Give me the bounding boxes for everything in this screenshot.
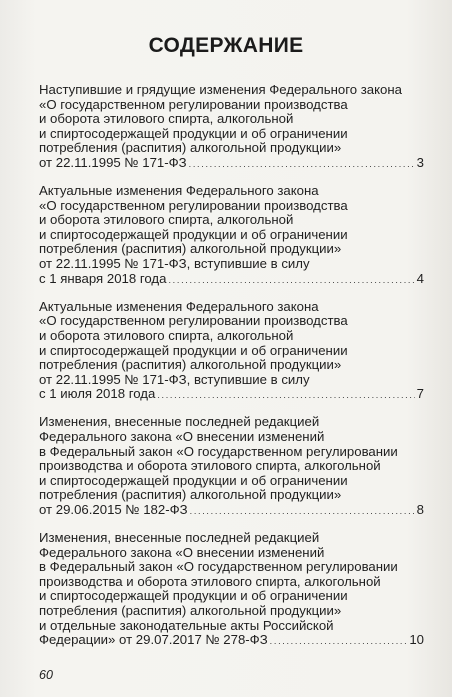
toc-entry[interactable] [39,83,424,171]
toc-page-number: 8 [416,501,424,517]
toc-entry-line: и оборота этилового спирта, алкогольной [39,327,294,343]
toc-entry-line: в Федеральный закон «О государственном регулировании [39,559,398,575]
toc-entry-line: и оборота этилового спирта, алкогольной [39,111,294,127]
dot-leader [190,503,415,518]
page-number: 60 [39,668,53,682]
toc-entry-line: от 29.06.2015 № 182-ФЗ [39,501,188,517]
toc-entry[interactable] [39,300,424,402]
dot-leader [270,633,408,648]
toc-entry-line: с 1 января 2018 года [39,270,167,286]
toc-entry-line: «О государственном регулировании производства [39,313,348,329]
toc-entry-last-line [39,387,424,402]
toc-entry-line: и отдельные законодательные акты Российской [39,617,334,633]
toc-entry-line: Изменения, внесенные последней редакцией [39,530,320,546]
toc-entry-line: «О государственном регулировании производства [39,96,348,112]
toc-entry-line: и спиртосодержащей продукции и об ограничении [39,588,348,604]
toc-page-number: 3 [416,154,424,170]
toc-entry-line: от 22.11.1995 № 171-ФЗ [39,154,187,170]
toc-entry-line: и спиртосодержащей продукции и об ограничении [39,125,348,141]
toc-entry-line: Федерального закона «О внесении изменений [39,544,325,560]
toc-entry[interactable] [39,531,424,648]
dot-leader [157,387,414,402]
toc-entry[interactable] [39,415,424,517]
toc-entry-line: Наступившие и грядущие изменения Федерального закона [39,82,402,97]
toc-entry-line: Федерации» от 29.07.2017 № 278-ФЗ [39,632,268,648]
toc-entry-line: потребления (распития) алкогольной продукции» [39,357,342,373]
toc-entry-line: производства и оборота этилового спирта, алкогольной [39,458,381,474]
toc-entry[interactable] [39,184,424,286]
toc-entry-line: и оборота этилового спирта, алкогольной [39,212,294,228]
page-title: СОДЕРЖАНИЕ [148,34,304,57]
toc-page-number: 7 [416,386,424,402]
toc-entry-line: и спиртосодержащей продукции и об ограничении [39,342,348,358]
toc-entry-line: потребления (распития) алкогольной продукции» [39,140,342,156]
toc-entry-line: в Федеральный закон «О государственном регулировании [39,443,398,459]
toc-entry-last-line [39,503,424,518]
toc-entry-line: производства и оборота этилового спирта, алкогольной [39,573,381,589]
dot-leader [168,272,414,287]
toc-page-number: 4 [416,270,424,286]
toc-entry-line: с 1 июля 2018 года [39,386,156,402]
toc-entry-line: и спиртосодержащей продукции и об ограничении [39,472,348,488]
toc-entry-last-line [39,272,424,287]
toc-entry-line: от 22.11.1995 № 171-ФЗ, вступившие в силу [39,371,310,387]
toc-entry-line: потребления (распития) алкогольной продукции» [39,603,342,618]
toc-entry-line: от 22.11.1995 № 171-ФЗ, вступившие в силу [39,256,310,272]
toc-entry-line: потребления (распития) алкогольной продукции» [39,487,342,503]
table-of-contents [39,83,424,661]
toc-entry-last-line [39,156,424,171]
toc-page-number: 10 [409,632,424,648]
toc-entry-line: «О государственном регулировании производства [39,197,348,213]
toc-entry-line: Изменения, внесенные последней редакцией [39,414,320,430]
dot-leader [189,156,415,171]
toc-entry-line: потребления (распития) алкогольной продукции» [39,241,342,257]
toc-entry-line: Актуальные изменения Федерального закона [39,298,319,314]
toc-entry-last-line [39,633,424,648]
toc-entry-line: и спиртосодержащей продукции и об ограничении [39,226,348,242]
toc-entry-line: Актуальные изменения Федерального закона [39,183,319,199]
toc-entry-line: Федерального закона «О внесении изменений [39,428,325,444]
